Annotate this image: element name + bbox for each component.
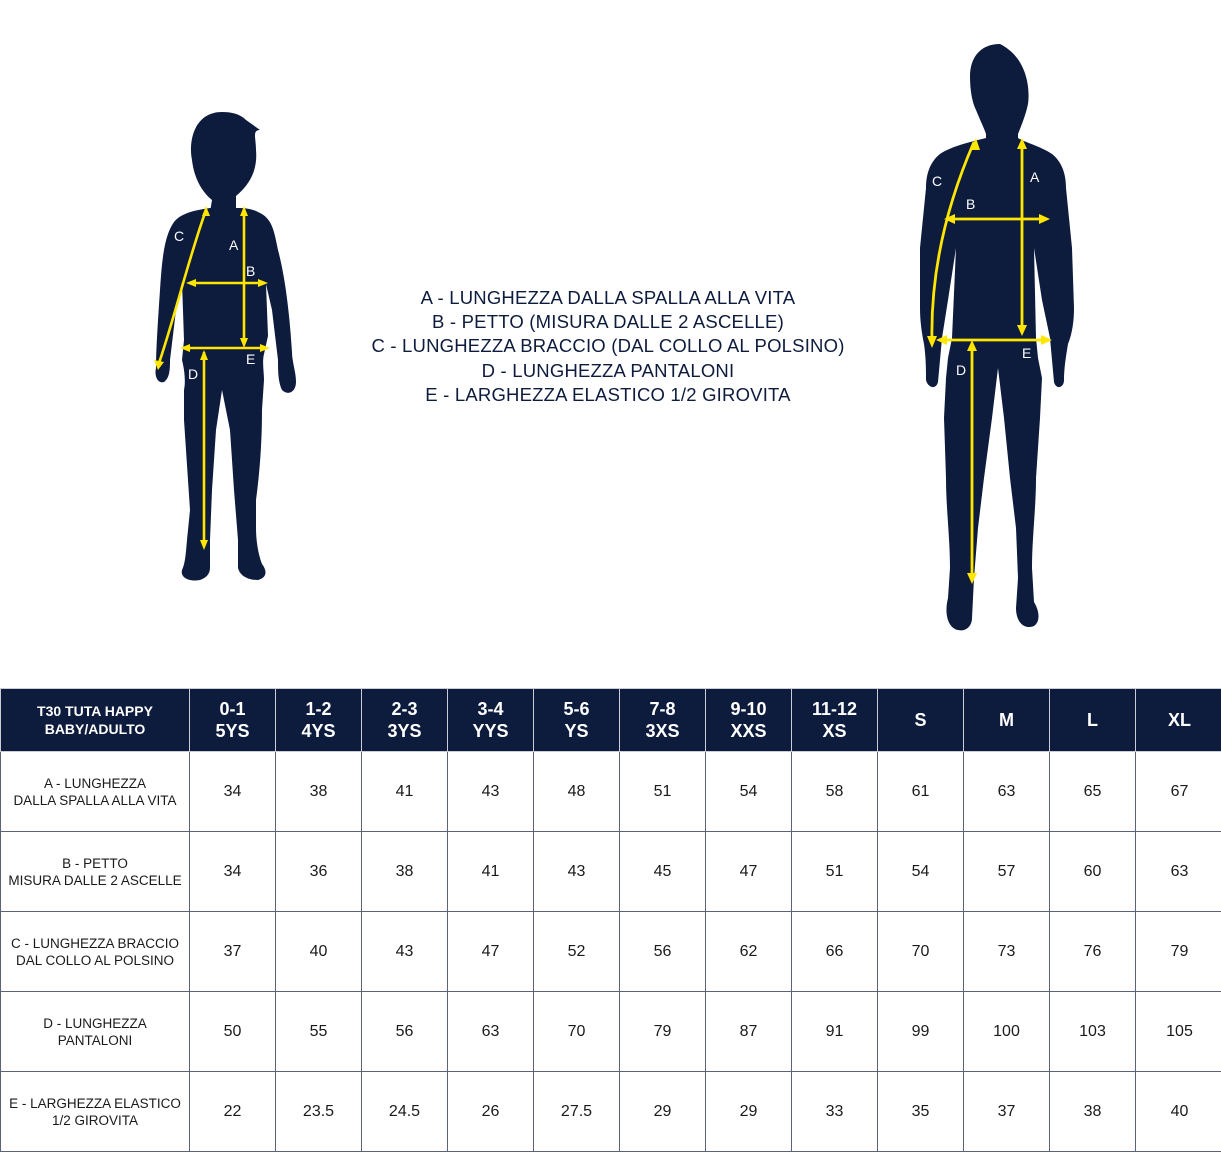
table-cell: 47: [448, 912, 534, 992]
table-cell: 54: [706, 752, 792, 832]
size-column-header: [964, 689, 1050, 752]
size-column-header: [792, 689, 878, 752]
size-header-line: 4YS: [276, 720, 361, 742]
table-cell: 41: [362, 752, 448, 832]
adult-label-a: A: [1030, 169, 1040, 185]
size-header-line: L: [1050, 709, 1135, 731]
table-cell: 43: [448, 752, 534, 832]
child-label-c: C: [174, 228, 184, 244]
table-cell: 50: [190, 992, 276, 1072]
size-header-line: 3YS: [362, 720, 447, 742]
table-row: [1, 912, 1221, 992]
row-label: [1, 752, 190, 832]
child-label-e: E: [246, 351, 255, 367]
legend-item-a: A - LUNGHEZZA DALLA SPALLA ALLA VITA: [340, 286, 876, 310]
table-cell: 79: [620, 992, 706, 1072]
table-cell: 41: [448, 832, 534, 912]
size-column-header: [1050, 689, 1136, 752]
table-cell: 63: [964, 752, 1050, 832]
table-cell: 45: [620, 832, 706, 912]
row-label-line: B - PETTO: [1, 855, 189, 872]
table-cell: 35: [878, 1072, 964, 1152]
table-cell: 62: [706, 912, 792, 992]
table-cell: 37: [190, 912, 276, 992]
size-column-header: [448, 689, 534, 752]
table-cell: 70: [534, 992, 620, 1072]
child-label-d: D: [188, 366, 198, 382]
row-label: [1, 992, 190, 1072]
size-column-header: [276, 689, 362, 752]
table-cell: 52: [534, 912, 620, 992]
size-column-header: [620, 689, 706, 752]
size-header-line: M: [964, 709, 1049, 731]
table-cell: 29: [706, 1072, 792, 1152]
size-header-line: YYS: [448, 720, 533, 742]
size-header-line: 3XS: [620, 720, 705, 742]
size-table: [0, 688, 1221, 1152]
table-row: [1, 992, 1221, 1072]
legend-item-b: B - PETTO (MISURA DALLE 2 ASCELLE): [340, 310, 876, 334]
adult-label-e: E: [1022, 345, 1031, 361]
table-cell: 37: [964, 1072, 1050, 1152]
table-cell: 29: [620, 1072, 706, 1152]
table-cell: 43: [534, 832, 620, 912]
table-cell: 103: [1050, 992, 1136, 1072]
table-cell: 63: [1136, 832, 1221, 912]
size-header-line: XS: [792, 720, 877, 742]
table-cell: 34: [190, 832, 276, 912]
table-cell: 55: [276, 992, 362, 1072]
table-cell: 51: [792, 832, 878, 912]
table-cell: 38: [1050, 1072, 1136, 1152]
row-label-line: DALLA SPALLA ALLA VITA: [1, 792, 189, 809]
table-corner-cell: [1, 689, 190, 752]
table-cell: 70: [878, 912, 964, 992]
table-cell: 57: [964, 832, 1050, 912]
row-label-line: C - LUNGHEZZA BRACCIO: [1, 935, 189, 952]
adult-label-c: C: [932, 173, 942, 189]
table-cell: 67: [1136, 752, 1221, 832]
table-cell: 65: [1050, 752, 1136, 832]
table-cell: 47: [706, 832, 792, 912]
table-cell: 63: [448, 992, 534, 1072]
row-label-line: 1/2 GIROVITA: [1, 1112, 189, 1129]
table-cell: 56: [362, 992, 448, 1072]
size-header-line: 1-2: [276, 698, 361, 720]
table-cell: 38: [362, 832, 448, 912]
table-cell: 22: [190, 1072, 276, 1152]
measurement-legend: [340, 286, 876, 407]
adult-figure: [900, 38, 1100, 638]
table-cell: 27.5: [534, 1072, 620, 1152]
table-row: [1, 832, 1221, 912]
legend-item-e: E - LARGHEZZA ELASTICO 1/2 GIROVITA: [340, 383, 876, 407]
table-cell: 76: [1050, 912, 1136, 992]
child-figure: [140, 100, 320, 590]
table-cell: 48: [534, 752, 620, 832]
table-cell: 24.5: [362, 1072, 448, 1152]
corner-line-2: BABY/ADULTO: [1, 720, 189, 738]
size-column-header: [534, 689, 620, 752]
table-cell: 66: [792, 912, 878, 992]
size-header-line: 2-3: [362, 698, 447, 720]
child-silhouette: [155, 112, 296, 581]
table-row: [1, 1072, 1221, 1152]
table-cell: 99: [878, 992, 964, 1072]
table-cell: 56: [620, 912, 706, 992]
row-label: [1, 832, 190, 912]
legend-item-c: C - LUNGHEZZA BRACCIO (DAL COLLO AL POLSINO): [340, 334, 876, 358]
size-column-header: [878, 689, 964, 752]
table-cell: 40: [276, 912, 362, 992]
table-cell: 58: [792, 752, 878, 832]
size-header-line: 3-4: [448, 698, 533, 720]
size-column-header: [362, 689, 448, 752]
table-cell: 34: [190, 752, 276, 832]
table-cell: 43: [362, 912, 448, 992]
table-cell: 61: [878, 752, 964, 832]
child-label-a: A: [229, 237, 239, 253]
table-cell: 79: [1136, 912, 1221, 992]
size-header-line: 0-1: [190, 698, 275, 720]
table-row: [1, 752, 1221, 832]
adult-label-b: B: [966, 196, 975, 212]
row-label-line: PANTALONI: [1, 1032, 189, 1049]
corner-line-1: T30 TUTA HAPPY: [1, 702, 189, 720]
table-cell: 51: [620, 752, 706, 832]
row-label-line: E - LARGHEZZA ELASTICO: [1, 1095, 189, 1112]
size-column-header: [706, 689, 792, 752]
size-header-line: XL: [1136, 709, 1221, 731]
table-cell: 100: [964, 992, 1050, 1072]
size-header-line: S: [878, 709, 963, 731]
size-header-line: 5-6: [534, 698, 619, 720]
size-header-line: XXS: [706, 720, 791, 742]
row-label: [1, 912, 190, 992]
table-cell: 87: [706, 992, 792, 1072]
row-label-line: DAL COLLO AL POLSINO: [1, 952, 189, 969]
size-header-line: 7-8: [620, 698, 705, 720]
table-cell: 60: [1050, 832, 1136, 912]
adult-label-d: D: [956, 362, 966, 378]
table-cell: 36: [276, 832, 362, 912]
table-cell: 91: [792, 992, 878, 1072]
table-cell: 23.5: [276, 1072, 362, 1152]
table-cell: 105: [1136, 992, 1221, 1072]
size-column-header: [1136, 689, 1221, 752]
table-cell: 73: [964, 912, 1050, 992]
size-header-line: 5YS: [190, 720, 275, 742]
size-header-line: 11-12: [792, 698, 877, 720]
row-label-line: A - LUNGHEZZA: [1, 775, 189, 792]
table-header-row: [1, 689, 1221, 752]
row-label: [1, 1072, 190, 1152]
row-label-line: MISURA DALLE 2 ASCELLE: [1, 872, 189, 889]
table-cell: 54: [878, 832, 964, 912]
table-cell: 40: [1136, 1072, 1221, 1152]
table-cell: 26: [448, 1072, 534, 1152]
table-cell: 38: [276, 752, 362, 832]
row-label-line: D - LUNGHEZZA: [1, 1015, 189, 1032]
size-header-line: 9-10: [706, 698, 791, 720]
table-cell: 33: [792, 1072, 878, 1152]
legend-item-d: D - LUNGHEZZA PANTALONI: [340, 359, 876, 383]
size-column-header: [190, 689, 276, 752]
child-label-b: B: [246, 263, 255, 279]
size-header-line: YS: [534, 720, 619, 742]
